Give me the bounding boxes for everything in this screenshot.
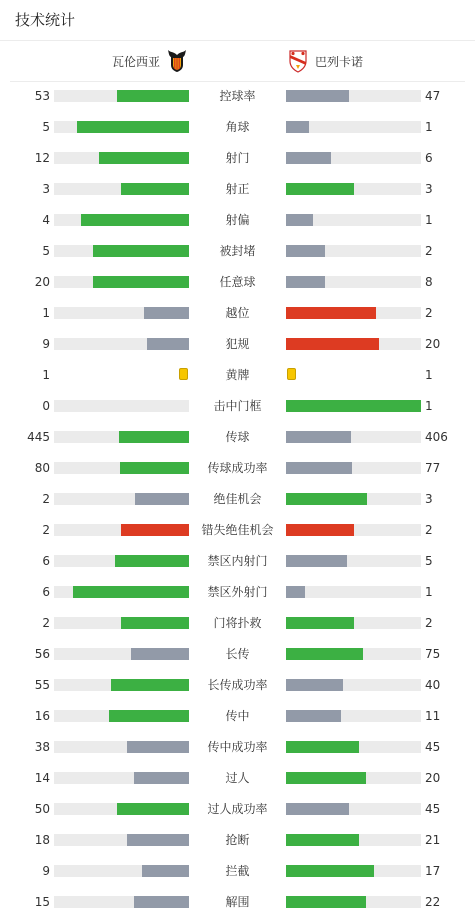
home-stat-bar bbox=[54, 679, 189, 691]
away-stat-bar-fill bbox=[286, 586, 305, 598]
away-stat-value: 1 bbox=[425, 120, 433, 134]
stat-row bbox=[0, 396, 475, 416]
stat-row bbox=[0, 737, 475, 757]
stat-label: 传球成功率 bbox=[207, 461, 268, 475]
away-stat-bar-fill bbox=[286, 183, 354, 195]
away-stat-value: 45 bbox=[425, 740, 441, 754]
away-stat-bar-fill bbox=[286, 834, 359, 846]
home-stat-value: 56 bbox=[34, 647, 50, 661]
stat-row bbox=[0, 799, 475, 819]
stat-row bbox=[0, 365, 475, 385]
away-stat-bar bbox=[286, 152, 421, 164]
stat-row bbox=[0, 861, 475, 881]
away-stat-bar bbox=[286, 307, 421, 319]
away-stat-bar-fill bbox=[286, 121, 309, 133]
stat-row bbox=[0, 489, 475, 509]
away-stat-bar bbox=[286, 896, 421, 908]
away-stat-bar bbox=[286, 679, 421, 691]
home-stat-value: 55 bbox=[34, 678, 50, 692]
home-stat-bar-fill bbox=[93, 276, 189, 288]
home-stat-value: 6 bbox=[42, 585, 50, 599]
stat-label: 禁区内射门 bbox=[207, 554, 268, 568]
home-stat-bar-fill bbox=[81, 214, 189, 226]
home-stat-value: 12 bbox=[34, 151, 50, 165]
stat-label: 拦截 bbox=[225, 864, 250, 878]
away-stat-bar bbox=[286, 710, 421, 722]
home-stat-bar-fill bbox=[111, 679, 189, 691]
away-stat-bar-fill bbox=[286, 741, 359, 753]
away-stat-value: 6 bbox=[425, 151, 433, 165]
home-stat-bar-fill bbox=[117, 90, 189, 102]
away-stat-bar bbox=[286, 400, 421, 412]
away-stat-bar bbox=[286, 121, 421, 133]
away-stat-bar-fill bbox=[286, 493, 367, 505]
stat-row bbox=[0, 210, 475, 230]
home-stat-bar bbox=[54, 586, 189, 598]
stat-label: 错失绝佳机会 bbox=[201, 523, 274, 537]
away-team-name: 巴列卡诺 bbox=[315, 54, 364, 69]
home-stat-value: 6 bbox=[42, 554, 50, 568]
stat-label: 黄牌 bbox=[225, 368, 250, 382]
stat-label: 传中 bbox=[225, 709, 250, 723]
away-stat-value: 2 bbox=[425, 244, 433, 258]
away-stat-value: 77 bbox=[425, 461, 441, 475]
home-stat-bar-fill bbox=[131, 648, 189, 660]
stat-label: 传球 bbox=[225, 430, 250, 444]
stat-row bbox=[0, 830, 475, 850]
stat-label: 角球 bbox=[225, 120, 250, 134]
home-stat-bar bbox=[54, 462, 189, 474]
away-stat-bar-fill bbox=[286, 152, 331, 164]
home-stat-value: 53 bbox=[34, 89, 50, 103]
home-stat-value: 1 bbox=[42, 306, 50, 320]
home-stat-value: 2 bbox=[42, 523, 50, 537]
home-stat-bar bbox=[54, 710, 189, 722]
away-team[interactable] bbox=[287, 49, 363, 73]
home-stat-bar bbox=[54, 121, 189, 133]
away-stat-bar bbox=[286, 431, 421, 443]
stat-label: 犯规 bbox=[225, 337, 250, 351]
home-yellow-card-icon bbox=[179, 368, 188, 380]
stat-label: 被封堵 bbox=[219, 244, 256, 258]
away-stat-value: 1 bbox=[425, 368, 433, 382]
home-stat-bar-fill bbox=[127, 741, 189, 753]
away-stat-value: 20 bbox=[425, 771, 441, 785]
home-stat-value: 0 bbox=[42, 399, 50, 413]
stat-row bbox=[0, 551, 475, 571]
away-stat-bar-fill bbox=[286, 431, 351, 443]
away-stat-bar-fill bbox=[286, 896, 366, 908]
away-stat-bar-fill bbox=[286, 276, 325, 288]
home-stat-bar-fill bbox=[73, 586, 189, 598]
home-stat-bar bbox=[54, 741, 189, 753]
away-stat-value: 3 bbox=[425, 182, 433, 196]
stat-row bbox=[0, 86, 475, 106]
home-stat-bar bbox=[54, 493, 189, 505]
away-stat-value: 22 bbox=[425, 895, 441, 909]
away-stat-bar bbox=[286, 741, 421, 753]
home-stat-bar-fill bbox=[121, 617, 189, 629]
home-stat-bar bbox=[54, 524, 189, 536]
stat-row bbox=[0, 148, 475, 168]
stat-label: 过人成功率 bbox=[207, 802, 268, 816]
home-stat-value: 50 bbox=[34, 802, 50, 816]
stat-row bbox=[0, 334, 475, 354]
home-stat-value: 5 bbox=[42, 244, 50, 258]
away-stat-bar bbox=[286, 214, 421, 226]
away-stat-bar-fill bbox=[286, 679, 343, 691]
away-stat-bar bbox=[286, 245, 421, 257]
away-stat-bar bbox=[286, 617, 421, 629]
away-stat-bar bbox=[286, 524, 421, 536]
home-stat-bar-fill bbox=[117, 803, 189, 815]
valencia-bat-crest-icon bbox=[166, 49, 188, 73]
home-stat-bar bbox=[54, 276, 189, 288]
away-stat-bar bbox=[286, 772, 421, 784]
home-stat-bar-fill bbox=[142, 865, 189, 877]
home-stat-bar-fill bbox=[120, 462, 189, 474]
away-stat-bar-fill bbox=[286, 648, 363, 660]
home-stat-bar-fill bbox=[121, 524, 189, 536]
stat-row bbox=[0, 644, 475, 664]
stat-row bbox=[0, 179, 475, 199]
away-stat-bar bbox=[286, 803, 421, 815]
home-stat-bar bbox=[54, 431, 189, 443]
home-stat-bar bbox=[54, 90, 189, 102]
home-stat-value: 4 bbox=[42, 213, 50, 227]
home-stat-bar-fill bbox=[99, 152, 189, 164]
home-stat-bar-fill bbox=[144, 307, 189, 319]
away-stat-bar bbox=[286, 276, 421, 288]
away-stat-value: 3 bbox=[425, 492, 433, 506]
stat-label: 过人 bbox=[225, 771, 250, 785]
away-stat-bar bbox=[286, 462, 421, 474]
stat-row bbox=[0, 303, 475, 323]
away-stat-bar bbox=[286, 183, 421, 195]
home-stat-value: 38 bbox=[34, 740, 50, 754]
away-stat-value: 75 bbox=[425, 647, 441, 661]
away-stat-bar bbox=[286, 493, 421, 505]
away-stat-value: 1 bbox=[425, 585, 433, 599]
page-title: 技术统计 bbox=[15, 11, 76, 29]
stat-row bbox=[0, 768, 475, 788]
away-stat-bar-fill bbox=[286, 803, 349, 815]
home-stat-bar bbox=[54, 803, 189, 815]
home-stat-bar bbox=[54, 772, 189, 784]
away-stat-bar-fill bbox=[286, 462, 352, 474]
away-stat-value: 47 bbox=[425, 89, 441, 103]
away-stat-value: 1 bbox=[425, 213, 433, 227]
away-stat-value: 2 bbox=[425, 523, 433, 537]
stat-label: 解围 bbox=[225, 895, 250, 909]
stat-label: 控球率 bbox=[219, 89, 256, 103]
teams-header bbox=[0, 41, 475, 81]
home-stat-value: 20 bbox=[34, 275, 50, 289]
stat-row bbox=[0, 241, 475, 261]
stat-label: 射门 bbox=[225, 151, 250, 165]
home-stat-value: 18 bbox=[34, 833, 50, 847]
stat-row bbox=[0, 613, 475, 633]
stat-row bbox=[0, 427, 475, 447]
home-stat-bar bbox=[54, 338, 189, 350]
away-stat-value: 45 bbox=[425, 802, 441, 816]
home-stat-bar-fill bbox=[147, 338, 189, 350]
home-team[interactable] bbox=[112, 49, 188, 73]
home-stat-value: 9 bbox=[42, 337, 50, 351]
stat-label: 任意球 bbox=[219, 275, 256, 289]
away-stat-value: 20 bbox=[425, 337, 441, 351]
home-stat-bar-fill bbox=[77, 121, 189, 133]
home-stat-bar-fill bbox=[121, 183, 189, 195]
home-stat-bar-fill bbox=[119, 431, 189, 443]
away-stat-bar bbox=[286, 338, 421, 350]
home-stat-bar-fill bbox=[135, 493, 189, 505]
teams-divider bbox=[10, 81, 465, 82]
away-stat-bar-fill bbox=[286, 772, 366, 784]
away-stat-value: 21 bbox=[425, 833, 441, 847]
home-stat-value: 80 bbox=[34, 461, 50, 475]
home-stat-bar bbox=[54, 555, 189, 567]
away-stat-bar bbox=[286, 865, 421, 877]
home-stat-bar bbox=[54, 648, 189, 660]
home-stat-bar-fill bbox=[93, 245, 189, 257]
home-stat-bar-fill bbox=[134, 772, 189, 784]
home-stat-value: 445 bbox=[27, 430, 50, 444]
away-stat-value: 2 bbox=[425, 616, 433, 630]
home-stat-value: 15 bbox=[34, 895, 50, 909]
home-stat-value: 14 bbox=[34, 771, 50, 785]
stat-label: 长传成功率 bbox=[207, 678, 268, 692]
home-stat-bar bbox=[54, 183, 189, 195]
home-stat-bar bbox=[54, 400, 189, 412]
away-yellow-card-icon bbox=[287, 368, 296, 380]
stat-row bbox=[0, 272, 475, 292]
home-team-name: 瓦伦西亚 bbox=[111, 54, 160, 69]
away-stat-bar-fill bbox=[286, 307, 376, 319]
home-stat-bar bbox=[54, 896, 189, 908]
stat-label: 击中门框 bbox=[213, 399, 262, 413]
stat-label: 绝佳机会 bbox=[213, 492, 262, 506]
away-stat-value: 11 bbox=[425, 709, 441, 723]
away-stat-bar-fill bbox=[286, 617, 354, 629]
away-stat-value: 1 bbox=[425, 399, 433, 413]
away-stat-bar bbox=[286, 834, 421, 846]
away-stat-bar-fill bbox=[286, 214, 313, 226]
stat-row bbox=[0, 458, 475, 478]
stat-label: 传中成功率 bbox=[207, 740, 268, 754]
home-stat-bar bbox=[54, 152, 189, 164]
home-stat-value: 5 bbox=[42, 120, 50, 134]
stat-row bbox=[0, 706, 475, 726]
away-stat-bar-fill bbox=[286, 90, 349, 102]
stat-label: 射正 bbox=[225, 182, 250, 196]
away-stat-value: 17 bbox=[425, 864, 441, 878]
home-stat-bar bbox=[54, 617, 189, 629]
away-stat-value: 40 bbox=[425, 678, 441, 692]
away-stat-bar bbox=[286, 90, 421, 102]
home-stat-value: 9 bbox=[42, 864, 50, 878]
home-stat-bar-fill bbox=[115, 555, 189, 567]
home-stat-bar bbox=[54, 834, 189, 846]
stat-label: 越位 bbox=[225, 306, 250, 320]
away-stat-bar-fill bbox=[286, 524, 354, 536]
away-stat-bar-fill bbox=[286, 245, 325, 257]
stat-label: 长传 bbox=[225, 647, 250, 661]
away-stat-bar bbox=[286, 555, 421, 567]
away-stat-bar-fill bbox=[286, 400, 421, 412]
away-stat-value: 2 bbox=[425, 306, 433, 320]
stat-label: 抢断 bbox=[225, 833, 250, 847]
rayo-vallecano-crest-icon bbox=[287, 49, 309, 73]
home-stat-value: 2 bbox=[42, 616, 50, 630]
away-stat-value: 406 bbox=[425, 430, 448, 444]
stat-row bbox=[0, 520, 475, 540]
stat-label: 门将扑救 bbox=[213, 616, 262, 630]
away-stat-bar-fill bbox=[286, 710, 341, 722]
stat-row bbox=[0, 582, 475, 602]
home-stat-bar-fill bbox=[134, 896, 189, 908]
stat-label: 禁区外射门 bbox=[207, 585, 268, 599]
home-stat-bar-fill bbox=[109, 710, 189, 722]
home-stat-bar bbox=[54, 214, 189, 226]
away-stat-value: 8 bbox=[425, 275, 433, 289]
home-stat-bar bbox=[54, 307, 189, 319]
away-stat-bar bbox=[286, 648, 421, 660]
home-stat-bar bbox=[54, 865, 189, 877]
home-stat-value: 1 bbox=[42, 368, 50, 382]
away-stat-value: 5 bbox=[425, 554, 433, 568]
stat-row bbox=[0, 117, 475, 137]
home-stat-value: 2 bbox=[42, 492, 50, 506]
away-stat-bar bbox=[286, 586, 421, 598]
away-stat-bar-fill bbox=[286, 865, 374, 877]
stat-label: 射偏 bbox=[225, 213, 250, 227]
stat-row bbox=[0, 675, 475, 695]
away-stat-bar-fill bbox=[286, 338, 379, 350]
away-stat-bar-fill bbox=[286, 555, 347, 567]
stat-row bbox=[0, 892, 475, 912]
home-stat-value: 3 bbox=[42, 182, 50, 196]
home-stat-bar bbox=[54, 245, 189, 257]
home-stat-value: 16 bbox=[34, 709, 50, 723]
home-stat-bar-fill bbox=[127, 834, 189, 846]
